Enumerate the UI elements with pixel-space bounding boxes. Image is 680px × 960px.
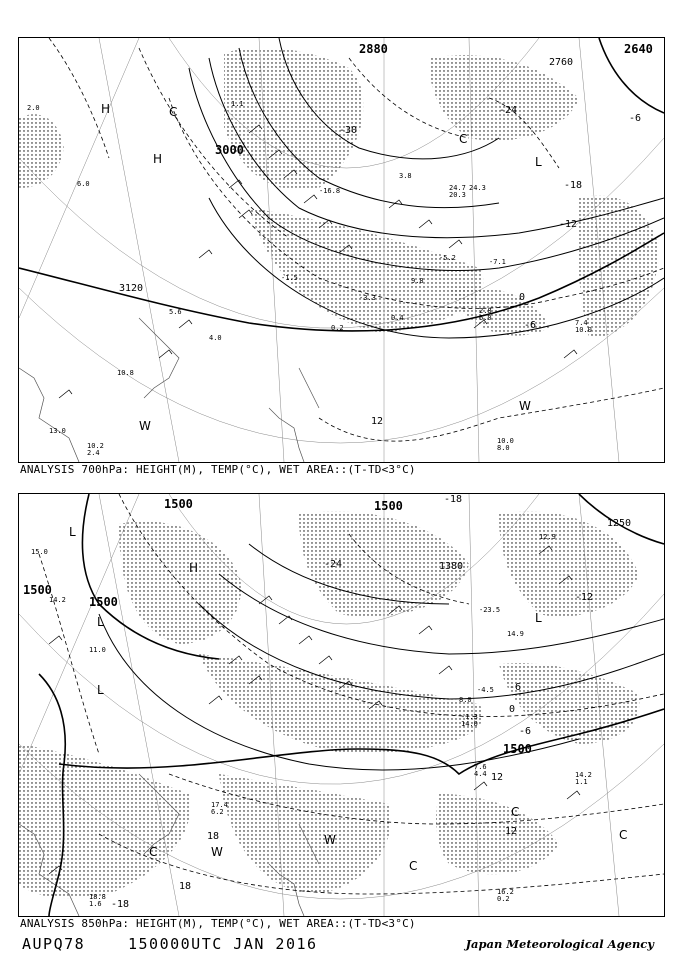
station-value: 1.6 xyxy=(89,900,102,908)
temperature-label: 18 xyxy=(207,831,220,842)
temperature-label: 0 xyxy=(519,292,526,303)
temperature-label: -18 xyxy=(564,180,583,191)
cold-center: C xyxy=(511,805,520,819)
coastlines xyxy=(19,318,319,462)
bulletin-code: AUPQ78 xyxy=(22,935,86,953)
temperature-label: 0 xyxy=(509,704,516,715)
station-value: 6.0 xyxy=(77,180,90,188)
weather-map-850hpa xyxy=(19,494,664,916)
station-value: 17.4 xyxy=(211,801,228,809)
temperature-label: -6 xyxy=(519,726,532,737)
high-pressure-center: H xyxy=(101,102,111,116)
station-value: -1.5 xyxy=(281,274,298,282)
map-panel-850hpa xyxy=(18,493,665,917)
station-value: 6.2 xyxy=(211,808,224,816)
station-value: 8.0 xyxy=(497,444,510,452)
station-value: -3.3 xyxy=(359,294,376,302)
temperature-label: -6 xyxy=(629,113,642,124)
station-value: 20.3 xyxy=(449,191,466,199)
height-label: 1500 xyxy=(374,499,403,513)
temperature-label: 18 xyxy=(179,881,192,892)
temperature-label: -12 xyxy=(575,592,594,603)
agency-name: Japan Meteorological Agency xyxy=(465,937,654,951)
station-value: 11.0 xyxy=(89,646,106,654)
warm-center: W xyxy=(519,399,531,413)
temperature-label: -6 xyxy=(524,320,537,331)
station-value: 3.8 xyxy=(399,172,412,180)
station-value: 7.4 xyxy=(575,319,588,327)
cold-center: C xyxy=(619,828,628,842)
station-value: 9.8 xyxy=(411,277,424,285)
temperature-label: -18 xyxy=(444,494,463,505)
station-value: 24.7 xyxy=(449,184,466,192)
station-value: -4.5 xyxy=(477,686,494,694)
height-label: 1500 xyxy=(89,595,118,609)
low-pressure-center: L xyxy=(97,615,104,629)
station-value: 14.0 xyxy=(461,720,478,728)
caption-850hpa: ANALYSIS 850hPa: HEIGHT(M), TEMP(°C), WET AREA::(T-TD<3°C) xyxy=(20,917,416,930)
station-value: 13.0 xyxy=(49,427,66,435)
station-value: 10.8 xyxy=(117,369,134,377)
cold-center: C xyxy=(169,105,178,119)
station-value: 14.2 xyxy=(575,771,592,779)
weather-map-700hpa xyxy=(19,38,664,462)
temperature-label: 12 xyxy=(371,416,384,427)
height-label: 2880 xyxy=(359,42,388,56)
height-label: 1250 xyxy=(607,518,632,529)
height-label: 1500 xyxy=(164,497,193,511)
temperature-label: -24 xyxy=(499,105,518,116)
station-value: 10.0 xyxy=(497,437,514,445)
station-value: 1.1 xyxy=(231,100,244,108)
analysis-datetime: 150000UTC JAN 2016 xyxy=(128,935,318,953)
low-pressure-center: L xyxy=(97,683,104,697)
station-value: 15.0 xyxy=(31,548,48,556)
station-value: 2.4 xyxy=(87,449,100,457)
low-pressure-center: L xyxy=(535,611,542,625)
cold-center: C xyxy=(409,859,418,873)
height-label: 3000 xyxy=(215,143,244,157)
high-pressure-center: H xyxy=(153,152,163,166)
warm-center: W xyxy=(211,845,223,859)
station-value: 10.0 xyxy=(575,326,592,334)
cold-center: C xyxy=(149,845,158,859)
height-label: 2640 xyxy=(624,42,653,56)
height-label: 3120 xyxy=(119,283,144,294)
station-value: 1.1 xyxy=(575,778,588,786)
station-value: 6.0 xyxy=(479,314,492,322)
station-value: 10.2 xyxy=(87,442,104,450)
station-value: 12.9 xyxy=(539,533,556,541)
low-pressure-center: L xyxy=(535,155,542,169)
temperature-label: -30 xyxy=(339,125,358,136)
temperature-label: 12 xyxy=(491,772,504,783)
height-label: 2760 xyxy=(549,57,574,68)
station-value: -23.5 xyxy=(479,606,501,614)
station-value: -7.1 xyxy=(489,258,506,266)
station-value: 24.3 xyxy=(469,184,486,192)
height-label: 1500 xyxy=(503,742,532,756)
high-pressure-center: H xyxy=(189,561,199,575)
low-pressure-center: L xyxy=(69,525,76,539)
temperature-label: 12 xyxy=(505,826,518,837)
station-value: 14.9 xyxy=(507,630,524,638)
temperature-label: -18 xyxy=(111,899,130,910)
station-value: 8.0 xyxy=(459,696,472,704)
caption-700hpa: ANALYSIS 700hPa: HEIGHT(M), TEMP(°C), WET AREA::(T-TD<3°C) xyxy=(20,463,416,476)
station-value: 16.2 xyxy=(497,888,514,896)
cold-center: C xyxy=(459,132,468,146)
warm-center: W xyxy=(139,419,151,433)
station-value: 4.0 xyxy=(209,334,222,342)
station-value: 18.8 xyxy=(89,893,106,901)
height-label: 1500 xyxy=(23,583,52,597)
station-value: 0.2 xyxy=(331,324,344,332)
height-label: 1380 xyxy=(439,561,464,572)
station-value: -1.3 xyxy=(461,713,478,721)
map-panel-700hpa xyxy=(18,37,665,463)
warm-center: W xyxy=(324,833,336,847)
station-value: 2.8 xyxy=(479,307,492,315)
station-value: 14.2 xyxy=(49,596,66,604)
temperature-label: -12 xyxy=(559,219,578,230)
station-value: 4.4 xyxy=(474,770,487,778)
station-value: -5.2 xyxy=(439,254,456,262)
station-value: 7.6 xyxy=(474,763,487,771)
station-value: 5.6 xyxy=(169,308,182,316)
station-value: 0.4 xyxy=(391,314,404,322)
temperature-label: -24 xyxy=(324,559,343,570)
station-value: 2.0 xyxy=(27,104,40,112)
station-value: -16.8 xyxy=(319,187,341,195)
temperature-label: -6 xyxy=(509,682,522,693)
station-value: 0.2 xyxy=(497,895,510,903)
